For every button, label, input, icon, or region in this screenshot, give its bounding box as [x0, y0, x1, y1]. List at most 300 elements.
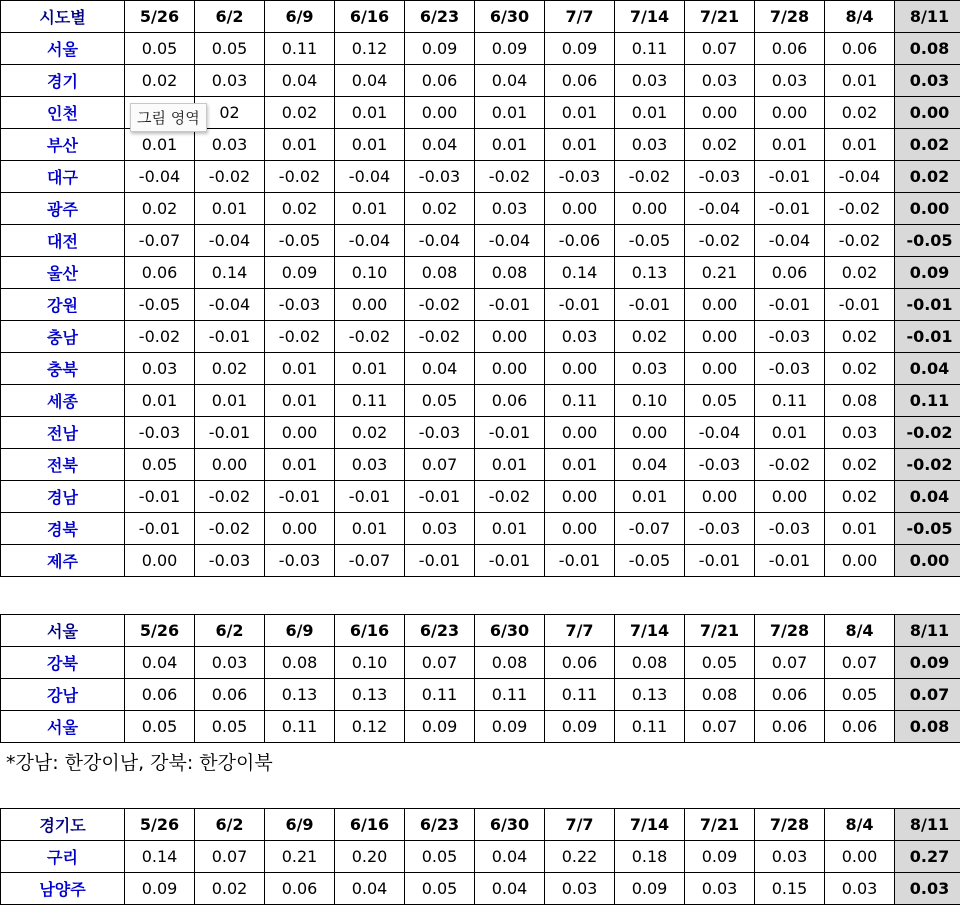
table-cell: 0.05	[685, 385, 755, 417]
row-label: 경기	[1, 65, 125, 97]
table-cell: -0.03	[755, 353, 825, 385]
table-cell: 0.01	[545, 129, 615, 161]
table-cell: 0.00	[405, 97, 475, 129]
table-header-row	[1, 809, 960, 841]
table-cell: 0.12	[335, 33, 405, 65]
table-header-row	[1, 615, 960, 647]
table-cell: 0.00	[895, 97, 960, 129]
footnote: *강남: 한강이남, 강북: 한강이북	[6, 752, 273, 774]
table-cell: 0.02	[615, 321, 685, 353]
table-cell: 0.06	[405, 65, 475, 97]
table-cell: -0.02	[895, 449, 960, 481]
table-cell: 0.03	[825, 873, 895, 905]
table-cell: 0.01	[335, 193, 405, 225]
row-label: 강북	[1, 647, 125, 679]
table-cell: 0.03	[545, 873, 615, 905]
table-cell: 0.11	[895, 385, 960, 417]
table-cell: 0.14	[125, 841, 195, 873]
table-cell: 0.05	[125, 449, 195, 481]
table-cell: -0.07	[335, 545, 405, 577]
table-cell: -0.01	[895, 321, 960, 353]
table-cell: 0.03	[755, 65, 825, 97]
table-cell: 0.01	[265, 353, 335, 385]
table-cell: 0.01	[825, 129, 895, 161]
row-label: 충남	[1, 321, 125, 353]
table-cell: 0.00	[335, 289, 405, 321]
column-header: 8/4	[825, 615, 895, 647]
table-cell: 0.01	[755, 129, 825, 161]
table-cell: -0.02	[195, 481, 265, 513]
table-row	[1, 385, 960, 417]
column-header: 서울	[1, 615, 125, 647]
table-cell: 0.04	[265, 65, 335, 97]
table-cell: 0.01	[335, 353, 405, 385]
table-row	[1, 449, 960, 481]
table-cell: 0.01	[335, 129, 405, 161]
table-row	[1, 65, 960, 97]
table-cell: 0.21	[265, 841, 335, 873]
table-cell: 0.13	[265, 679, 335, 711]
table-cell: 0.09	[685, 841, 755, 873]
table-cell: 0.08	[895, 33, 960, 65]
table-cell: 0.04	[335, 65, 405, 97]
column-header: 5/26	[125, 1, 195, 33]
column-header: 7/28	[755, 615, 825, 647]
table-cell: -0.04	[685, 417, 755, 449]
table-cell: 0.04	[475, 65, 545, 97]
table-cell: 0.02	[265, 97, 335, 129]
table-cell: 0.06	[825, 711, 895, 743]
table-cell: 0.27	[895, 841, 960, 873]
table-cell: 0.03	[475, 193, 545, 225]
table-row	[1, 873, 960, 905]
table-cell: -0.03	[685, 449, 755, 481]
table-cell: 0.02	[895, 129, 960, 161]
table-cell: -0.01	[685, 545, 755, 577]
table-cell: 0.01	[755, 417, 825, 449]
column-header: 7/7	[545, 1, 615, 33]
table-cell: 0.00	[825, 545, 895, 577]
column-header: 7/21	[685, 809, 755, 841]
table-cell: 0.00	[755, 97, 825, 129]
table-cell: 0.14	[545, 257, 615, 289]
column-header: 5/26	[125, 615, 195, 647]
table-cell: -0.02	[265, 161, 335, 193]
table-cell: 0.02	[895, 161, 960, 193]
table-row	[1, 841, 960, 873]
table-cell: 0.15	[755, 873, 825, 905]
table-cell: 0.01	[265, 449, 335, 481]
table-row	[1, 481, 960, 513]
table-row	[1, 161, 960, 193]
table-cell: 0.01	[825, 513, 895, 545]
table-cell: -0.02	[685, 225, 755, 257]
table-cell: -0.03	[405, 417, 475, 449]
table-cell: 0.09	[475, 33, 545, 65]
table-cell: -0.05	[265, 225, 335, 257]
row-label: 광주	[1, 193, 125, 225]
column-header: 6/9	[265, 1, 335, 33]
table-cell: 0.01	[615, 481, 685, 513]
table-cell: 0.09	[125, 873, 195, 905]
row-label: 부산	[1, 129, 125, 161]
column-header: 7/14	[615, 809, 685, 841]
table-cell: 0.07	[685, 33, 755, 65]
table-row	[1, 225, 960, 257]
row-label: 강남	[1, 679, 125, 711]
table-cell: 0.00	[755, 481, 825, 513]
table-row	[1, 545, 960, 577]
table-row	[1, 711, 960, 743]
table-cell: -0.01	[545, 545, 615, 577]
column-header: 6/2	[195, 1, 265, 33]
table-cell: 0.00	[895, 193, 960, 225]
row-label: 경남	[1, 481, 125, 513]
column-header: 7/28	[755, 809, 825, 841]
table-cell: -0.01	[825, 289, 895, 321]
table-cell: -0.03	[125, 417, 195, 449]
column-header: 6/30	[475, 615, 545, 647]
table-cell: -0.02	[615, 161, 685, 193]
table-row	[1, 321, 960, 353]
table-cell: 0.04	[405, 129, 475, 161]
table-cell: 0.07	[195, 841, 265, 873]
table-cell: -0.03	[545, 161, 615, 193]
table-cell: 0.09	[475, 711, 545, 743]
table-row	[1, 257, 960, 289]
table-cell: 0.01	[475, 97, 545, 129]
table-cell: -0.04	[335, 161, 405, 193]
table-cell: 0.01	[265, 385, 335, 417]
table-cell: 0.11	[475, 679, 545, 711]
table-cell: 0.04	[125, 647, 195, 679]
column-header: 6/9	[265, 809, 335, 841]
table-cell: 0.01	[125, 385, 195, 417]
table-cell: 02	[195, 97, 265, 129]
table-cell: 0.00	[685, 289, 755, 321]
table-cell: 0.01	[475, 129, 545, 161]
table-cell: 0.04	[895, 481, 960, 513]
chart-area-tooltip: 그림 영역	[130, 103, 207, 132]
table-cell: 0.05	[195, 711, 265, 743]
table-cell: -0.01	[755, 545, 825, 577]
table-cell: -0.02	[825, 225, 895, 257]
table-cell: 0.03	[895, 873, 960, 905]
table-cell: 0.13	[615, 679, 685, 711]
table-cell: -0.03	[405, 161, 475, 193]
table-cell: -0.01	[195, 321, 265, 353]
table-cell: 0.11	[265, 33, 335, 65]
table-cell: -0.01	[405, 545, 475, 577]
column-header: 8/11	[895, 615, 960, 647]
table-cell: 0.08	[895, 711, 960, 743]
table-cell: 0.07	[755, 647, 825, 679]
table-cell: -0.02	[475, 161, 545, 193]
table-cell: -0.03	[685, 513, 755, 545]
table-cell: 0.11	[265, 711, 335, 743]
table-cell: 0.04	[615, 449, 685, 481]
column-header: 8/4	[825, 1, 895, 33]
table-cell: -0.01	[755, 193, 825, 225]
gyeonggi-city-table	[0, 808, 960, 905]
table-cell: 0.01	[335, 97, 405, 129]
table-cell: -0.02	[475, 481, 545, 513]
table-cell: 0.11	[335, 385, 405, 417]
table-cell: -0.02	[895, 417, 960, 449]
table-cell: -0.02	[265, 321, 335, 353]
table-cell: 0.04	[405, 353, 475, 385]
table-row	[1, 353, 960, 385]
table-cell: 0.11	[755, 385, 825, 417]
row-label: 경북	[1, 513, 125, 545]
column-header: 8/11	[895, 1, 960, 33]
table-cell: 0.00	[685, 97, 755, 129]
table-cell: 0.06	[825, 33, 895, 65]
table-cell: -0.04	[125, 161, 195, 193]
column-header: 8/11	[895, 809, 960, 841]
table-cell: 0.03	[195, 129, 265, 161]
table-cell: 0.18	[615, 841, 685, 873]
column-header: 8/4	[825, 809, 895, 841]
table-cell: 0.09	[895, 257, 960, 289]
table-cell: 0.13	[615, 257, 685, 289]
table-cell: 0.00	[895, 545, 960, 577]
table-row	[1, 417, 960, 449]
column-header: 6/23	[405, 1, 475, 33]
table-cell: 0.02	[825, 449, 895, 481]
table-cell: 0.22	[545, 841, 615, 873]
table-cell: -0.02	[195, 161, 265, 193]
table-cell: 0.06	[755, 711, 825, 743]
column-header: 7/28	[755, 1, 825, 33]
column-header: 6/16	[335, 809, 405, 841]
table-cell: -0.03	[195, 545, 265, 577]
table-cell: 0.11	[545, 679, 615, 711]
table-cell: 0.01	[615, 97, 685, 129]
table-cell: 0.12	[335, 711, 405, 743]
table-cell: 0.05	[685, 647, 755, 679]
table-cell: -0.03	[755, 321, 825, 353]
table-cell: 0.00	[125, 545, 195, 577]
table-cell: -0.01	[475, 417, 545, 449]
table-cell: -0.02	[125, 321, 195, 353]
row-label: 강원	[1, 289, 125, 321]
row-label: 세종	[1, 385, 125, 417]
table-cell: 0.09	[545, 711, 615, 743]
table-cell: 0.00	[475, 321, 545, 353]
column-header: 6/2	[195, 809, 265, 841]
table-cell: 0.08	[685, 679, 755, 711]
table-header-row	[1, 1, 960, 33]
column-header: 6/23	[405, 809, 475, 841]
table-cell: 0.05	[405, 385, 475, 417]
table-cell: -0.04	[405, 225, 475, 257]
table-cell: -0.02	[755, 449, 825, 481]
table-cell: 0.14	[195, 257, 265, 289]
table-row	[1, 679, 960, 711]
table-cell: 0.08	[265, 647, 335, 679]
table-cell: 0.07	[405, 647, 475, 679]
table-cell: 0.02	[685, 129, 755, 161]
table-cell: -0.04	[475, 225, 545, 257]
table-cell: 0.02	[825, 321, 895, 353]
table-cell: 0.08	[475, 257, 545, 289]
table-row	[1, 289, 960, 321]
table-cell: 0.05	[125, 711, 195, 743]
table-cell: 0.06	[755, 257, 825, 289]
table-cell: 0.00	[475, 353, 545, 385]
table-cell: 0.03	[685, 873, 755, 905]
table-cell: 0.02	[825, 97, 895, 129]
table-cell: -0.05	[895, 513, 960, 545]
table-cell: 0.09	[615, 873, 685, 905]
table-cell: 0.21	[685, 257, 755, 289]
table-cell: -0.03	[265, 545, 335, 577]
table-cell: 0.03	[405, 513, 475, 545]
table-cell: 0.04	[475, 841, 545, 873]
table-cell: 0.00	[615, 193, 685, 225]
table-cell: -0.05	[615, 225, 685, 257]
table-cell: -0.05	[895, 225, 960, 257]
table-cell: 0.02	[825, 353, 895, 385]
table-cell: 0.01	[335, 513, 405, 545]
table-cell: 0.06	[755, 679, 825, 711]
table-cell: 0.06	[125, 679, 195, 711]
table-row	[1, 33, 960, 65]
row-label: 인천	[1, 97, 125, 129]
table-cell: 0.00	[195, 449, 265, 481]
table-cell: -0.06	[545, 225, 615, 257]
table-cell: 0.07	[825, 647, 895, 679]
table-cell: -0.01	[405, 481, 475, 513]
row-label: 울산	[1, 257, 125, 289]
row-label: 구리	[1, 841, 125, 873]
table-cell: 0.00	[545, 513, 615, 545]
table-cell: 0.09	[545, 33, 615, 65]
row-label: 서울	[1, 33, 125, 65]
table-cell: -0.01	[545, 289, 615, 321]
table-cell: 0.09	[265, 257, 335, 289]
table-cell: 0.02	[825, 257, 895, 289]
table-cell: 0.06	[545, 647, 615, 679]
table-cell: 0.07	[685, 711, 755, 743]
row-label: 제주	[1, 545, 125, 577]
table-cell: 0.05	[195, 33, 265, 65]
table-cell: 0.06	[265, 873, 335, 905]
table-cell: 0.02	[335, 417, 405, 449]
table-cell: 0.00	[615, 417, 685, 449]
table-cell: -0.01	[265, 481, 335, 513]
table-cell: 0.06	[125, 257, 195, 289]
table-cell: 0.01	[125, 129, 195, 161]
table-cell: 0.05	[405, 841, 475, 873]
row-label: 전북	[1, 449, 125, 481]
table-cell: 0.04	[895, 353, 960, 385]
table-cell: 0.06	[755, 33, 825, 65]
table-cell: 0.09	[405, 33, 475, 65]
table-cell: 0.02	[195, 353, 265, 385]
table-cell: 0.00	[265, 417, 335, 449]
table-cell: 0.06	[545, 65, 615, 97]
table-cell: 0.03	[895, 65, 960, 97]
table-cell: 0.03	[755, 841, 825, 873]
table-cell: -0.01	[475, 289, 545, 321]
column-header: 6/16	[335, 615, 405, 647]
table-cell: 0.00	[545, 193, 615, 225]
table-cell: 0.03	[685, 65, 755, 97]
table-cell: -0.05	[125, 289, 195, 321]
table-cell: 0.07	[405, 449, 475, 481]
table-cell: 0.03	[335, 449, 405, 481]
table-cell: 0.00	[545, 481, 615, 513]
table-cell: 0.04	[475, 873, 545, 905]
table-cell: 0.10	[335, 257, 405, 289]
table-row	[1, 513, 960, 545]
table-cell: -0.04	[825, 161, 895, 193]
table-cell: 0.09	[895, 647, 960, 679]
row-label: 남양주	[1, 873, 125, 905]
row-label: 서울	[1, 711, 125, 743]
table-cell: -0.01	[335, 481, 405, 513]
table-cell: 0.02	[125, 193, 195, 225]
table-cell: 0.03	[125, 353, 195, 385]
table-cell: 0.01	[195, 193, 265, 225]
table-cell: 0.01	[545, 97, 615, 129]
column-header: 6/23	[405, 615, 475, 647]
table-cell: 0.11	[615, 711, 685, 743]
table-cell: 0.00	[265, 513, 335, 545]
table-cell: 0.02	[825, 481, 895, 513]
table-cell: 0.00	[545, 353, 615, 385]
table-cell: 0.01	[265, 129, 335, 161]
table-cell: 0.02	[265, 193, 335, 225]
table-cell: 0.09	[405, 711, 475, 743]
table-cell: 0.05	[405, 873, 475, 905]
table-row	[1, 129, 960, 161]
table-cell: 0.06	[195, 679, 265, 711]
table-cell: 0.10	[335, 647, 405, 679]
table-cell: -0.01	[755, 289, 825, 321]
table-cell: -0.02	[405, 289, 475, 321]
column-header: 6/9	[265, 615, 335, 647]
row-label: 대구	[1, 161, 125, 193]
table-cell: 0.03	[615, 129, 685, 161]
table-cell: 0.08	[405, 257, 475, 289]
table-cell: 0.00	[685, 481, 755, 513]
table-cell: -0.03	[265, 289, 335, 321]
table-cell: 0.13	[335, 679, 405, 711]
column-header: 7/21	[685, 1, 755, 33]
row-label: 충북	[1, 353, 125, 385]
table-cell: 0.01	[475, 449, 545, 481]
table-cell: 0.03	[195, 647, 265, 679]
seoul-district-table	[0, 614, 960, 743]
table-cell: -0.01	[125, 513, 195, 545]
table-cell: 0.05	[125, 33, 195, 65]
table-cell: -0.04	[685, 193, 755, 225]
table-cell: -0.04	[195, 289, 265, 321]
column-header: 경기도	[1, 809, 125, 841]
table-cell: -0.02	[335, 321, 405, 353]
table-cell: -0.01	[755, 161, 825, 193]
table-cell: 0.03	[545, 321, 615, 353]
table-cell: 0.01	[545, 449, 615, 481]
column-header: 6/30	[475, 809, 545, 841]
table-cell: 0.01	[825, 65, 895, 97]
row-label: 대전	[1, 225, 125, 257]
table-cell: -0.02	[825, 193, 895, 225]
column-header: 7/14	[615, 1, 685, 33]
